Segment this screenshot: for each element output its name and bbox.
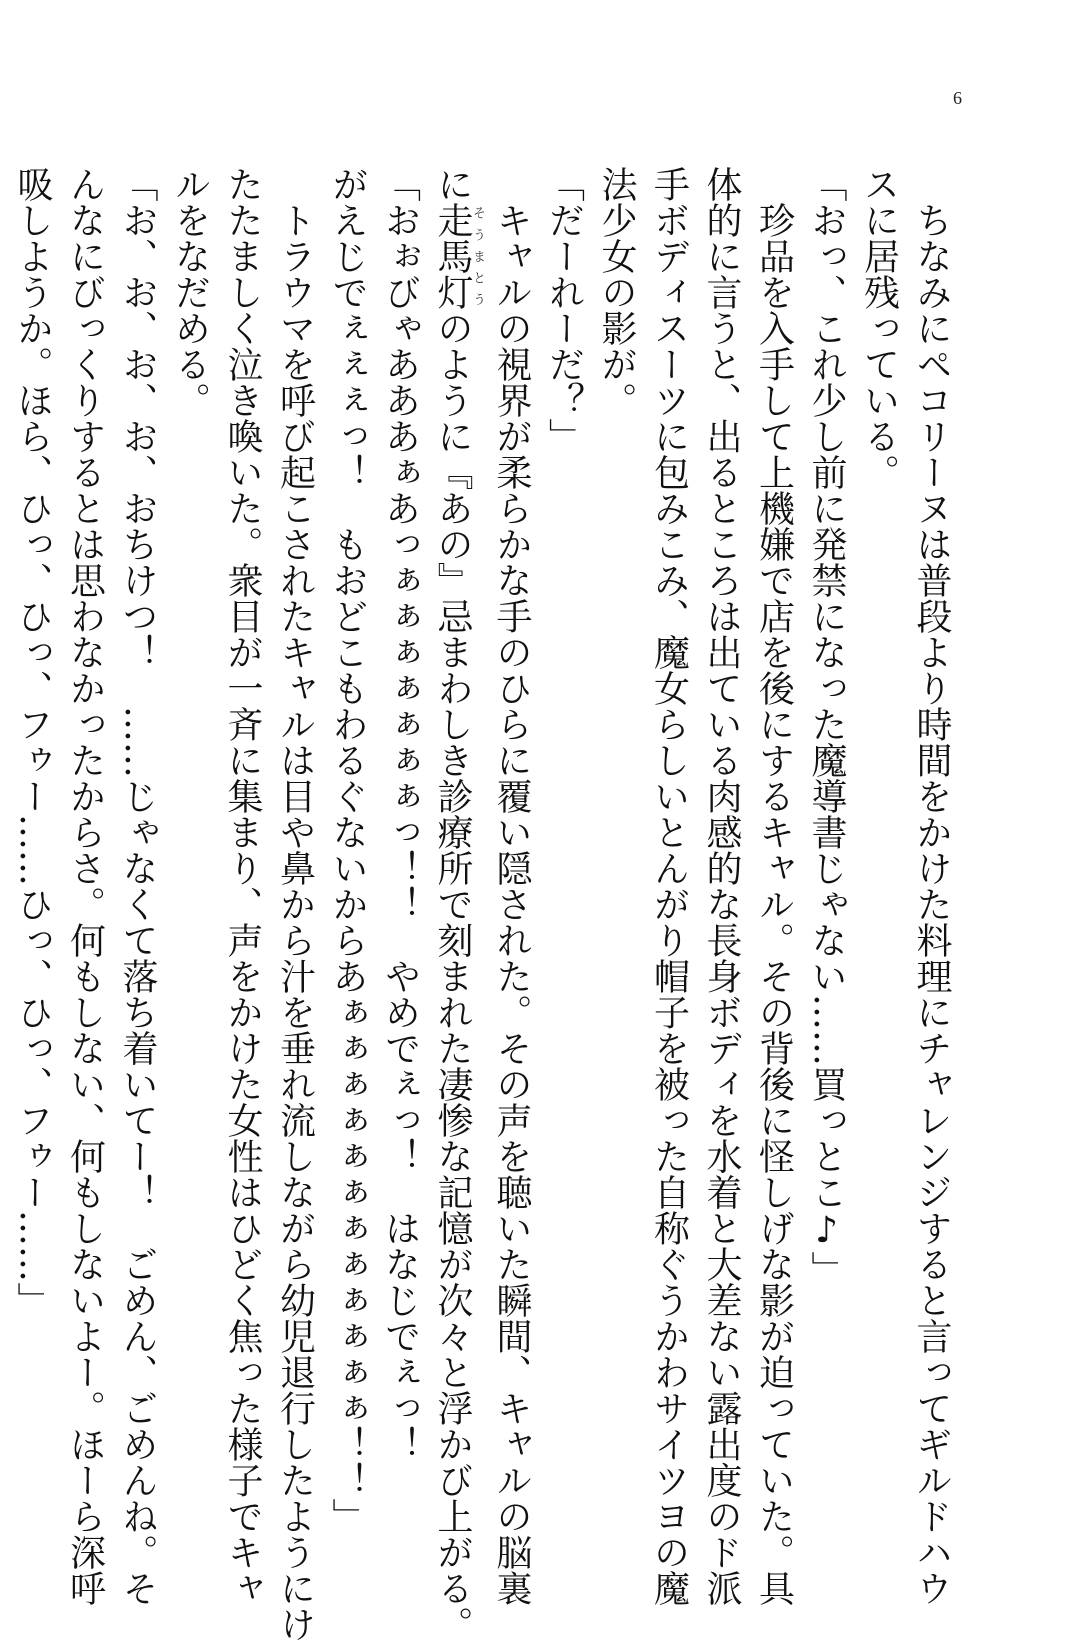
text-line: [0, 166, 6, 1406]
text-line: ルをなだめる。: [169, 166, 211, 418]
ruby-base: 走馬灯: [432, 202, 473, 310]
page-number: 6: [953, 88, 962, 108]
ruby-reading: そうまとう: [470, 202, 485, 310]
text-line: トラウマを呼び起こされたキャルは目や鼻から汁を垂れ流しながら幼児退行したようにけ: [274, 202, 316, 1642]
text-line: んなにびっくりするとは思わなかったからさ。何もしない、何もしないよー。ほーら深呼: [64, 166, 106, 1606]
text-line: 法少女の影が。: [596, 166, 637, 418]
text-line-with-ruby: [426, 166, 485, 1642]
text-line: がえじでぇぇぇっ！ もおどこもわるぐないからあぁぁぁぁぁぁぁぁぁぁぁぁ！！」: [327, 166, 368, 1534]
text-line: 体的に言うと、出るところは出ている肉感的な長身ボディを水着と大差ない露出度のド派: [701, 166, 742, 1606]
text-line: 「お、お、お、お、おちけつ！ ……じゃなくて落ち着いてー！ ごめん、ごめんね。そ: [117, 166, 158, 1606]
ruby-word: [432, 202, 485, 310]
vertical-text-body: [12, 166, 957, 1642]
text-line: 「だーれーだ？」: [543, 166, 585, 454]
text-line: 珍品を入手して上機嫌で店を後にするキャル。その背後に怪しげな影が迫っていた。具: [753, 202, 795, 1606]
text-line: ちなみにペコリーヌは普段より時間をかけた料理にチャレンジすると言ってギルドハウ: [911, 202, 952, 1606]
text-line: 「おぉびゃあああぁあっぁぁぁぁぁぁぁっ！！ やめでぇっ！ はなじでぇっ！: [379, 166, 421, 1462]
text-line: たたましく泣き喚いた。衆目が一斉に集まり、声をかけた女性はひどく焦った様子でキャ: [222, 166, 263, 1606]
text-segment: に: [432, 166, 473, 202]
text-line: キャルの視界が柔らかな手のひらに覆い隠された。その声を聴いた瞬間、キャルの脳裏: [491, 202, 532, 1606]
text-line: 吸しようか。ほら、ひっ、ひっ、フゥー……ひっ、ひっ、フゥー……」: [12, 166, 53, 1318]
text-line: スに居残っている。: [858, 166, 900, 490]
text-line: 「おっ、これ少し前に発禁になった魔導書じゃない……買っとこ♪」: [806, 166, 847, 1287]
text-segment: のように『あの』忌まわしき診療所で刻まれた凄惨な記憶が次々と浮かび上がる。: [432, 310, 473, 1642]
text-line: 手ボディスーツに包みこみ、魔女らしいとんがり帽子を被った自称ぐうかわサイツヨの魔: [648, 166, 690, 1606]
